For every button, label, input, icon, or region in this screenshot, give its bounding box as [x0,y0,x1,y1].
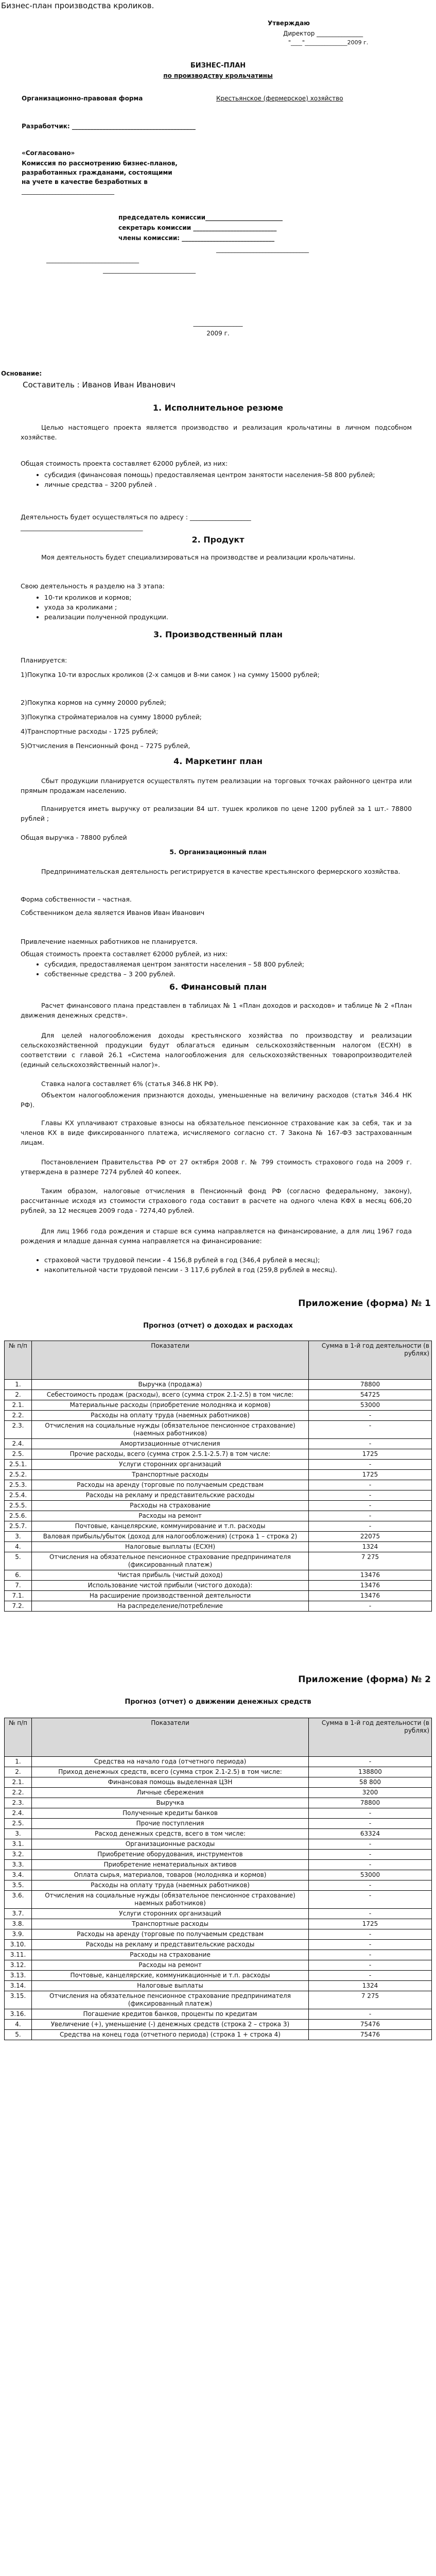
row-indicator: Расходы на страхование [32,1950,309,1960]
table-row [5,1480,432,1490]
row-indicator: Налоговые выплаты (ЕСХН) [32,1542,309,1552]
row-amount: 1725 [309,1919,432,1929]
row-number: 3.5. [5,1880,32,1891]
row-amount: 54725 [309,1390,432,1400]
table-row [5,1601,432,1612]
table-header-row [5,1341,432,1380]
row-amount: - [309,1819,432,1829]
paragraph: Главы КХ уплачивают страховые взносы на обязательное пенсионное страхование как за себя, так и за членов КХ в виде фиксированного платежа, исчисляемого согласно ст. 7 Закона № 167-ФЗ застрахованным лицам. [21,1119,412,1146]
row-indicator: Отчисления на социальные нужды (обязательное пенсионное страхование) (наемных работников) [32,1421,309,1439]
table-row [5,1390,432,1400]
row-indicator: Амортизационные отчисления [32,1439,309,1449]
table-row [5,1798,432,1808]
row-amount: 22075 [309,1532,432,1542]
compiler: Составитель : Иванов Иван Иванович [23,380,176,389]
row-number: 7. [5,1581,32,1591]
column-header-number: № п/п [5,1341,32,1380]
cash-flow-table [4,1718,432,2040]
row-indicator: Расходы на ремонт [32,1960,309,1971]
table-row [5,1808,432,1819]
paragraph: Собственником дела является Иванов Иван Иванович [21,909,205,917]
table-row [5,1788,432,1798]
paragraph: Планируется: [21,656,67,664]
table-row [5,1991,432,2009]
approve-date: "____"_______________2009 г. [288,39,369,46]
table-row [5,1880,432,1891]
row-amount: - [309,1480,432,1490]
paragraph: ______________________________________ [21,523,143,531]
column-header-number: № п/п [5,1718,32,1757]
row-number: 6. [5,1570,32,1581]
row-amount: - [309,1421,432,1439]
row-indicator: Расходы на рекламу и представительские расходы [32,1490,309,1501]
table-row [5,1891,432,1909]
row-amount: 1324 [309,1542,432,1552]
row-amount: 78800 [309,1380,432,1390]
funding-list [36,959,415,979]
paragraph: Привлечение наемных работников не планируется. [21,938,198,945]
column-header-indicator: Показатели [32,1341,309,1380]
section-4-title: 4. Маркетинг план [173,756,263,766]
row-amount: - [309,2009,432,2020]
row-indicator: Расход денежных средств, всего в том числе: [32,1829,309,1839]
section-2-title: 2. Продукт [191,535,245,545]
row-number: 5. [5,2030,32,2040]
row-number: 2.5. [5,1819,32,1829]
table-row [5,1542,432,1552]
table-row [5,1532,432,1542]
row-indicator: Организационные расходы [32,1839,309,1850]
column-header-indicator: Показатели [32,1718,309,1757]
row-indicator: Приобретение оборудования, инструментов [32,1850,309,1860]
row-amount: 1725 [309,1470,432,1480]
row-indicator: Личные сбережения [32,1788,309,1798]
commission-secretary: секретарь комиссии ___________________________ [118,224,277,231]
table-row [5,1449,432,1460]
row-number: 5. [5,1552,32,1570]
row-indicator: Расходы на ремонт [32,1511,309,1521]
basis-label: Основание: [1,370,42,377]
row-amount: - [309,1839,432,1850]
row-number: 2.2. [5,1411,32,1421]
row-indicator: Приобретение нематериальных активов [32,1860,309,1870]
table-row [5,2009,432,2020]
row-indicator: Расходы на аренду (торговые по получаемым средствам [32,1929,309,1940]
table-row [5,1757,432,1767]
row-indicator: Отчисления на социальные нужды (обязательное пенсионное страхование) наемных работников) [32,1891,309,1909]
row-amount: - [309,1971,432,1981]
row-number: 2.1. [5,1777,32,1788]
list-item: • личные средства – 3200 рублей . [44,480,415,489]
table-row [5,1439,432,1449]
row-indicator: Увеличение (+), уменьшение (-) денежных средств (строка 2 – строка 3) [32,2020,309,2030]
row-number: 7.1. [5,1591,32,1601]
row-amount: 138800 [309,1767,432,1777]
row-amount: - [309,1490,432,1501]
row-number: 1. [5,1757,32,1767]
paragraph: Общая стоимость проекта составляет 62000 рублей, из них: [21,460,228,467]
table-row [5,1767,432,1777]
row-number: 4. [5,2020,32,2030]
table-row [5,1981,432,1991]
row-amount: 58 800 [309,1777,432,1788]
year-line: ________________ [193,319,243,327]
row-indicator: Чистая прибыль (чистый доход) [32,1570,309,1581]
row-number: 2.5.3. [5,1480,32,1490]
row-number: 4. [5,1542,32,1552]
pension-list [36,1255,415,1275]
row-amount: 13476 [309,1591,432,1601]
row-number: 1. [5,1380,32,1390]
paragraph: Деятельность будет осуществляться по адресу : ___________________ [21,513,251,521]
paragraph: Объектом налогообложения признаются доходы, уменьшенные на величину расходов (статья 346.4 НК РФ). [21,1091,412,1109]
row-indicator: Средства на конец года (отчетного периода) (строка 1 + строка 4) [32,2030,309,2040]
row-indicator: Расходы на аренду (торговые по получаемым средствам [32,1480,309,1490]
row-amount: - [309,1950,432,1960]
table-row [5,1850,432,1860]
section-5-title: 5. Организационный план [169,848,267,856]
row-indicator: Валовая прибыль/убыток (доход для налогообложения) (строка 1 – строка 2) [32,1532,309,1542]
row-number: 2.3. [5,1798,32,1808]
list-item: • субсидия, предоставляемая центром занятости населения – 58 800 рублей; [44,959,415,969]
row-amount: 53000 [309,1870,432,1880]
row-indicator: Прочие расходы, всего (сумма строк 2.5.1-2.5.7) в том числе: [32,1449,309,1460]
row-number: 2. [5,1767,32,1777]
row-number: 3.16. [5,2009,32,2020]
row-number: 2.5.1. [5,1460,32,1470]
row-number: 3.14. [5,1981,32,1991]
row-amount: - [309,1808,432,1819]
row-indicator: Финансовая помощь выделенная ЦЗН [32,1777,309,1788]
row-amount: 53000 [309,1400,432,1411]
row-amount: - [309,1909,432,1919]
row-amount: 63324 [309,1829,432,1839]
row-amount: - [309,1439,432,1449]
table-row [5,1490,432,1501]
row-number: 3.9. [5,1929,32,1940]
row-amount: - [309,1601,432,1612]
paragraph: Для лиц 1966 года рождения и старше вся сумма направляется на финансирование, а для лиц 1967 года рождения и младше данная сумма направляется на финансирование: [21,1227,412,1245]
row-indicator: Полученные кредиты банков [32,1808,309,1819]
table-row [5,1411,432,1421]
signature-line: ______________________________ [216,246,309,253]
row-amount: - [309,1891,432,1909]
row-number: 3.8. [5,1919,32,1929]
column-header-amount: Сумма в 1-й год деятельности (в рублях) [309,1718,432,1757]
row-indicator: На распределение/потребление [32,1601,309,1612]
row-number: 3.7. [5,1909,32,1919]
table-row [5,1777,432,1788]
approve-director: Директор _______________ [283,30,363,37]
table-row [5,1380,432,1390]
table-row [5,1552,432,1570]
row-number: 2.2. [5,1788,32,1798]
row-number: 2.4. [5,1439,32,1449]
table-row [5,1829,432,1839]
row-number: 2.5.6. [5,1511,32,1521]
agreed-line-4: ______________________________ [22,188,114,195]
paragraph: Постановлением Правительства РФ от 27 октября 2008 г. № 799 стоимость страхового года на 2009 г. утверждена в размере 7274 рублей 40 копеек. [21,1158,412,1176]
paragraph: Целью настоящего проекта является производство и реализация крольчатины в личном подсобном хозяйстве. [21,423,412,441]
appendix-1-heading: Приложение (форма) № 1 [298,1298,431,1309]
row-amount: - [309,1521,432,1532]
table-row [5,1929,432,1940]
row-amount: 1324 [309,1981,432,1991]
row-amount: 13476 [309,1581,432,1591]
row-amount: 1725 [309,1449,432,1460]
paragraph: Моя деятельность будет специализироваться на производстве и реализации крольчатины. [41,553,356,561]
table-row [5,1470,432,1480]
list-item: • ухода за кроликами ; [44,602,415,612]
paragraph: Ставка налога составляет 6% (статья 346.8 НК РФ). [41,1080,218,1088]
row-indicator: Выручка [32,1798,309,1808]
income-expense-table [4,1341,432,1612]
row-amount: 78800 [309,1798,432,1808]
appendix-1-title: Прогноз (отчет) о доходах и расходах [143,1322,293,1330]
row-amount: 3200 [309,1788,432,1798]
commission-chair: председатель комиссии_________________________ [118,214,283,221]
row-number: 7.2. [5,1601,32,1612]
list-item: • субсидия (финансовая помощь) предоставляемая центром занятости населения–58 800 рублей; [44,470,415,480]
row-indicator: Услуги сторонних организаций [32,1460,309,1470]
table-row [5,1971,432,1981]
table-row [5,1581,432,1591]
row-number: 3.4. [5,1870,32,1880]
bp-subtitle: по производству крольчатины [163,72,273,79]
funding-list [36,470,415,489]
list-item: • собственные средства – 3 200 рублей. [44,969,415,979]
table-row [5,1570,432,1581]
row-indicator: Отчисления на обязательное пенсионное страхование предпринимателя (фиксированный платеж) [32,1552,309,1570]
row-indicator: Приход денежных средств, всего (сумма строк 2.1-2.5) в том числе: [32,1767,309,1777]
row-indicator: Почтовые, канцелярские, коммунирование и т.п. расходы [32,1521,309,1532]
row-amount: - [309,1757,432,1767]
table-row [5,1940,432,1950]
row-amount: - [309,1940,432,1950]
row-indicator: Выручка (продажа) [32,1380,309,1390]
table-row [5,2020,432,2030]
table-row [5,1839,432,1850]
paragraph: Форма собственности – частная. [21,895,132,903]
stages-list [36,592,415,622]
row-indicator: Отчисления на обязательное пенсионное страхование предпринимателя (фиксированный платеж) [32,1991,309,2009]
row-indicator: Материальные расходы (приобретение молодняка и кормов) [32,1400,309,1411]
row-indicator: Почтовые, канцелярские, коммуникационные и т.п. расходы [32,1971,309,1981]
section-1-title: 1. Исполнительное резюме [152,403,284,413]
list-item: • страховой части трудовой пенсии - 4 156,8 рублей в год (346,4 рублей в месяц); [44,1255,415,1265]
plan-item: 2)Покупка кормов на сумму 20000 рублей; [21,699,166,706]
paragraph: Свою деятельность я разделю на 3 этапа: [21,582,165,590]
table-row [5,1870,432,1880]
paragraph: Общая стоимость проекта составляет 62000 рублей, из них: [21,950,228,958]
row-number: 3.6. [5,1891,32,1909]
appendix-2-heading: Приложение (форма) № 2 [298,1674,431,1685]
row-number: 3.10. [5,1940,32,1950]
table-row [5,1400,432,1411]
developer-line: Разработчик: ________________________________________ [22,123,196,130]
row-indicator: Прочие поступления [32,1819,309,1829]
row-amount: - [309,1929,432,1940]
section-6-title: 6. Финансовый план [169,982,267,992]
table-row [5,1950,432,1960]
approve-label: Утверждаю [268,20,310,27]
row-amount: 7 275 [309,1991,432,2009]
row-indicator: Расходы на оплату труда (наемных работников) [32,1880,309,1891]
row-indicator: Расходы на страхование [32,1501,309,1511]
row-indicator: На расширение производственной деятельности [32,1591,309,1601]
bp-title: БИЗНЕС-ПЛАН [190,62,246,70]
agreed-label: «Согласовано» [22,149,75,157]
agreed-line-3: на учете в качестве безработных в [22,178,148,185]
row-indicator: Средства на начало года (отчетного периода) [32,1757,309,1767]
row-number: 3.12. [5,1960,32,1971]
row-indicator: Погашение кредитов банков, проценты по кредитам [32,2009,309,2020]
row-amount: - [309,1460,432,1470]
row-number: 3.11. [5,1950,32,1960]
row-number: 3.1. [5,1839,32,1850]
row-indicator: Использование чистой прибыли (чистого дохода): [32,1581,309,1591]
list-item: • накопительной части трудовой пенсии - 3 117,6 рублей в год (259,8 рублей в месяц). [44,1265,415,1275]
row-number: 3.15. [5,1991,32,2009]
row-amount: - [309,1511,432,1521]
row-indicator: Оплата сырья, материалов, товаров (молодняка и кормов) [32,1870,309,1880]
table-row [5,1511,432,1521]
row-indicator: Транспортные расходы [32,1470,309,1480]
row-number: 2.3. [5,1421,32,1439]
row-indicator: Расходы на рекламу и представительские расходы [32,1940,309,1950]
paragraph: Расчет финансового плана представлен в таблицах № 1 «План доходов и расходов» и таблице № 2 «План движения денежных средств». [21,1002,412,1019]
row-number: 3.2. [5,1850,32,1860]
row-number: 2.5.2. [5,1470,32,1480]
table-row [5,1860,432,1870]
table-row [5,1909,432,1919]
paragraph: Для целей налогообложения доходы крестьянского хозяйства по производству и реализации сельскохозяйственной продукции будут облагаться единым сельскохозяйственным налогом (ЕСХН) в соответствии с главой 26.1 «Система налогообложения для сельскохозяйственных товаропроизводителей (единый сельскохозяйственный налог)». [21,1031,412,1069]
signature-line: ______________________________ [46,256,139,263]
column-header-amount: Сумма в 1-й год деятельности (в рублях) [309,1341,432,1380]
org-form-value: Крестьянское (фермерское) хозяйство [216,95,343,102]
row-number: 2.5. [5,1449,32,1460]
row-number: 3.3. [5,1860,32,1870]
agreed-line-1: Комиссия по рассмотрению бизнес-планов, [22,160,178,167]
org-form-label: Организационно-правовая форма [22,95,143,102]
list-item: • реализации полученной продукции. [44,612,415,622]
plan-item: 5)Отчисления в Пенсионный фонд – 7275 рублей, [21,742,190,750]
row-number: 2.5.7. [5,1521,32,1532]
row-amount: 75476 [309,2020,432,2030]
section-3-title: 3. Производственный план [153,630,283,639]
plan-item: 4)Транспортные расходы - 1725 рублей; [21,727,159,735]
list-item: • 10-ти кроликов и кормов; [44,592,415,602]
agreed-line-2: разработанных гражданами, состоящими [22,169,172,176]
document-title: Бизнес-план производства кроликов. [1,1,154,10]
row-number: 2.5.4. [5,1490,32,1501]
row-indicator: Себестоимость продаж (расходы), всего (сумма строк 2.1-2.5) в том числе: [32,1390,309,1400]
paragraph: Общая выручка - 78800 рублей [21,834,127,841]
row-number: 2.4. [5,1808,32,1819]
paragraph: Сбыт продукции планируется осуществлять путем реализации на торговых точках районного центра или прямым продажам населению. [21,777,412,794]
row-amount: - [309,1850,432,1860]
signature-line: ______________________________ [103,266,196,274]
table-row [5,1460,432,1470]
table-row [5,2030,432,2040]
row-number: 3. [5,1532,32,1542]
row-number: 3. [5,1829,32,1839]
row-number: 2.5.5. [5,1501,32,1511]
year: 2009 г. [206,330,230,337]
row-amount: 75476 [309,2030,432,2040]
table-header-row [5,1718,432,1757]
commission-members: члены комиссии: ______________________________ [118,234,275,242]
row-indicator: Транспортные расходы [32,1919,309,1929]
row-amount: - [309,1411,432,1421]
row-number: 2.1. [5,1400,32,1411]
table-row [5,1591,432,1601]
row-amount: - [309,1860,432,1870]
table-row [5,1919,432,1929]
row-indicator: Услуги сторонних организаций [32,1909,309,1919]
plan-item: 1)Покупка 10-ти взрослых кроликов (2-х самцов и 8-ми самок ) на сумму 15000 рублей; [21,671,320,679]
table-row [5,1501,432,1511]
table-row [5,1819,432,1829]
paragraph: Предпринимательская деятельность регистрируется в качестве крестьянского фермерского хозяйства. [41,868,400,875]
table-row [5,1521,432,1532]
row-amount: 7 275 [309,1552,432,1570]
row-number: 3.13. [5,1971,32,1981]
table-row [5,1421,432,1439]
row-amount: - [309,1880,432,1891]
row-indicator: Налоговые выплаты [32,1981,309,1991]
table-row [5,1960,432,1971]
row-amount: 13476 [309,1570,432,1581]
row-amount: - [309,1501,432,1511]
plan-item: 3)Покупка стройматериалов на сумму 18000 рублей; [21,713,202,721]
paragraph: Таким образом, налоговые отчисления в Пенсионный фонд РФ (согласно федеральному, закону), рассчитанные исходя из стоимости страхового года составит в расчете на одного члена КФХ в месяц 606,20 рублей, за 12 месяцев 2009 года - 7274,40 рублей. [21,1187,412,1214]
row-indicator: Расходы на оплату труда (наемных работников) [32,1411,309,1421]
row-number: 2. [5,1390,32,1400]
row-amount: - [309,1960,432,1971]
paragraph: Планируется иметь выручку от реализации 84 шт. тушек кроликов по цене 1200 рублей за 1 шт.- 78800 рублей ; [21,805,412,822]
appendix-2-title: Прогноз (отчет) о движении денежных средств [125,1698,311,1706]
